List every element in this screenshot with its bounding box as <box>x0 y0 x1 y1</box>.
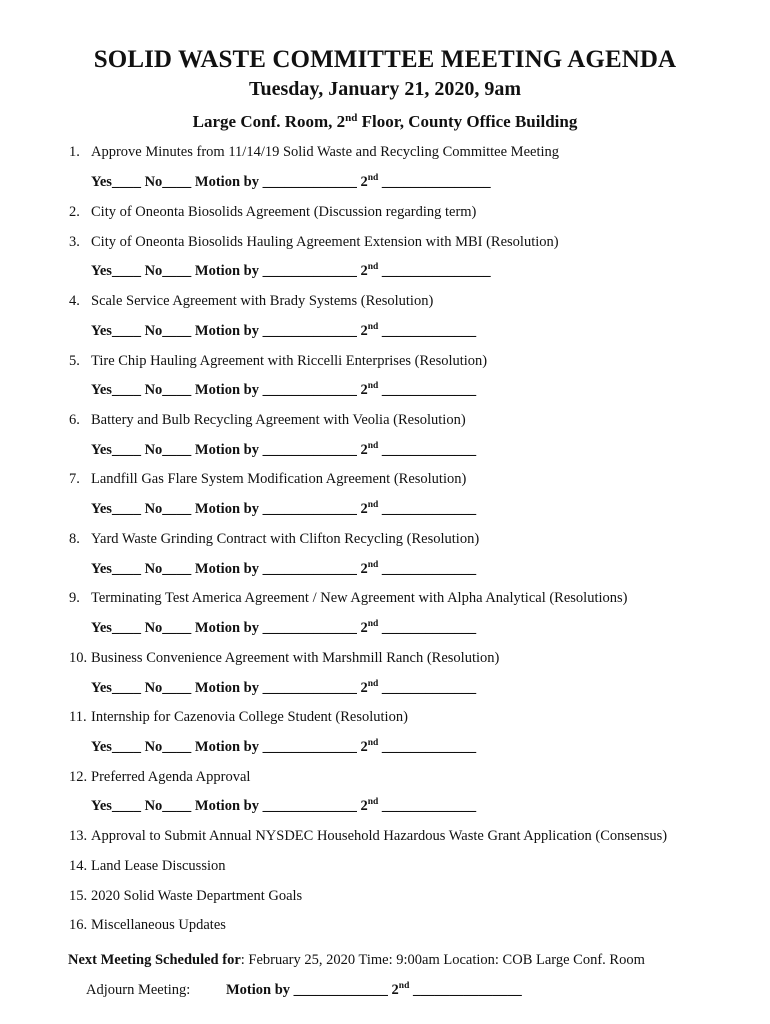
item-number: 1. <box>69 144 80 160</box>
item-text: City of Oneonta Biosolids Agreement (Discussion regarding term) <box>91 204 477 220</box>
item-number: 11. <box>69 709 87 725</box>
vote-superscript: nd <box>367 738 379 748</box>
item-number: 9. <box>69 590 80 606</box>
item-number: 6. <box>69 412 80 428</box>
agenda-item-14 <box>69 858 226 875</box>
vote-superscript: nd <box>367 381 379 391</box>
agenda-item-11 <box>69 709 408 726</box>
item-number: 7. <box>69 471 80 487</box>
item-text: Approval to Submit Annual NYSDEC Household Hazardous Waste Grant Application (Consensus) <box>91 828 668 844</box>
agenda-item-1 <box>69 144 559 161</box>
vote-tail: _______________ <box>378 263 491 279</box>
adjourn-line <box>86 981 522 999</box>
vote-text: Yes____ No____ Motion by _____________ 2 <box>91 382 368 398</box>
next-meeting-label: Next Meeting Scheduled for <box>68 952 241 968</box>
next-meeting <box>68 952 645 969</box>
item-text: City of Oneonta Biosolids Hauling Agreement Extension with MBI (Resolution) <box>91 234 559 250</box>
vote-superscript: nd <box>367 797 379 807</box>
vote-line-1 <box>91 174 491 191</box>
agenda-item-2 <box>69 204 476 221</box>
meeting-location <box>0 112 770 132</box>
vote-superscript: nd <box>367 500 379 510</box>
vote-line-3 <box>91 263 491 280</box>
vote-line-7 <box>91 501 476 518</box>
vote-tail: _____________ <box>378 680 477 696</box>
item-text: Preferred Agenda Approval <box>91 769 251 785</box>
item-number: 3. <box>69 234 80 250</box>
vote-tail: _____________ <box>378 382 477 398</box>
vote-line-8 <box>91 561 476 578</box>
vote-line-9 <box>91 620 476 637</box>
item-number: 16. <box>69 917 88 933</box>
item-text: 2020 Solid Waste Department Goals <box>91 888 303 904</box>
vote-superscript: nd <box>367 679 379 689</box>
vote-text: Yes____ No____ Motion by _____________ 2 <box>91 323 368 339</box>
item-text: Battery and Bulb Recycling Agreement with Veolia (Resolution) <box>91 412 466 428</box>
page-title: SOLID WASTE COMMITTEE MEETING AGENDA <box>93 46 677 73</box>
item-text: Terminating Test America Agreement / New Agreement with Alpha Analytical (Resolutions) <box>91 590 628 606</box>
item-number: 4. <box>69 293 80 309</box>
adjourn-motion <box>226 982 522 999</box>
vote-line-12 <box>91 798 476 815</box>
agenda-item-3 <box>69 234 559 251</box>
adjourn-motion-text: Motion by _____________ 2 <box>226 982 399 998</box>
item-text: Approve Minutes from 11/14/19 Solid Waste and Recycling Committee Meeting <box>91 144 560 160</box>
vote-text: Yes____ No____ Motion by _____________ 2 <box>91 442 368 458</box>
agenda-item-12 <box>69 769 250 786</box>
vote-line-11 <box>91 739 476 756</box>
location-prefix: Large Conf. Room, 2 <box>192 112 346 131</box>
vote-superscript: nd <box>367 441 379 451</box>
item-text: Business Convenience Agreement with Marshmill Ranch (Resolution) <box>91 650 500 666</box>
vote-text: Yes____ No____ Motion by _____________ 2 <box>91 174 368 190</box>
vote-tail: _____________ <box>378 798 477 814</box>
vote-text: Yes____ No____ Motion by _____________ 2 <box>91 680 368 696</box>
vote-text: Yes____ No____ Motion by _____________ 2 <box>91 263 368 279</box>
vote-superscript: nd <box>367 560 379 570</box>
agenda-item-13 <box>69 828 667 845</box>
vote-tail: _____________ <box>378 561 477 577</box>
agenda-item-6 <box>69 412 466 429</box>
vote-superscript: nd <box>367 619 379 629</box>
vote-line-6 <box>91 442 476 459</box>
agenda-item-8 <box>69 531 479 548</box>
item-number: 13. <box>69 828 88 844</box>
location-suffix: Floor, County Office Building <box>357 112 578 131</box>
agenda-item-4 <box>69 293 433 310</box>
item-text: Tire Chip Hauling Agreement with Riccelli Enterprises (Resolution) <box>91 353 488 369</box>
vote-text: Yes____ No____ Motion by _____________ 2 <box>91 798 368 814</box>
item-number: 14. <box>69 858 88 874</box>
item-number: 15. <box>69 888 88 904</box>
vote-tail: _____________ <box>378 620 477 636</box>
vote-superscript: nd <box>367 173 379 183</box>
item-text: Scale Service Agreement with Brady Systems (Resolution) <box>91 293 434 309</box>
vote-tail: _____________ <box>378 739 477 755</box>
item-text: Land Lease Discussion <box>91 858 226 874</box>
agenda-item-9 <box>69 590 628 607</box>
vote-tail: _____________ <box>378 323 477 339</box>
location-superscript: nd <box>345 112 358 124</box>
item-number: 12. <box>69 769 88 785</box>
item-number: 2. <box>69 204 80 220</box>
agenda-item-16 <box>69 917 226 934</box>
vote-tail: _____________ <box>378 501 477 517</box>
vote-line-10 <box>91 680 476 697</box>
vote-line-4 <box>91 323 476 340</box>
item-text: Internship for Cazenovia College Student (Resolution) <box>91 709 408 725</box>
agenda-item-7 <box>69 471 466 488</box>
vote-superscript: nd <box>367 322 379 332</box>
item-text: Miscellaneous Updates <box>91 917 226 933</box>
vote-tail: _______________ <box>378 174 491 190</box>
meeting-date: Tuesday, January 21, 2020, 9am <box>248 78 522 100</box>
vote-text: Yes____ No____ Motion by _____________ 2 <box>91 620 368 636</box>
next-meeting-details: : February 25, 2020 Time: 9:00am Location: COB Large Conf. Room <box>240 952 645 968</box>
vote-superscript: nd <box>367 262 379 272</box>
adjourn-label: Adjourn Meeting: <box>86 982 191 998</box>
item-number: 10. <box>69 650 88 666</box>
item-text: Yard Waste Grinding Contract with Clifton Recycling (Resolution) <box>91 531 480 547</box>
vote-text: Yes____ No____ Motion by _____________ 2 <box>91 561 368 577</box>
adjourn-superscript: nd <box>398 981 410 991</box>
agenda-item-15 <box>69 888 302 905</box>
vote-line-5 <box>91 382 476 399</box>
vote-tail: _____________ <box>378 442 477 458</box>
item-text: Landfill Gas Flare System Modification Agreement (Resolution) <box>91 471 467 487</box>
agenda-item-10 <box>69 650 499 667</box>
vote-text: Yes____ No____ Motion by _____________ 2 <box>91 501 368 517</box>
item-number: 8. <box>69 531 80 547</box>
adjourn-motion-tail: _______________ <box>409 982 522 998</box>
agenda-item-5 <box>69 353 487 370</box>
vote-text: Yes____ No____ Motion by _____________ 2 <box>91 739 368 755</box>
item-number: 5. <box>69 353 80 369</box>
